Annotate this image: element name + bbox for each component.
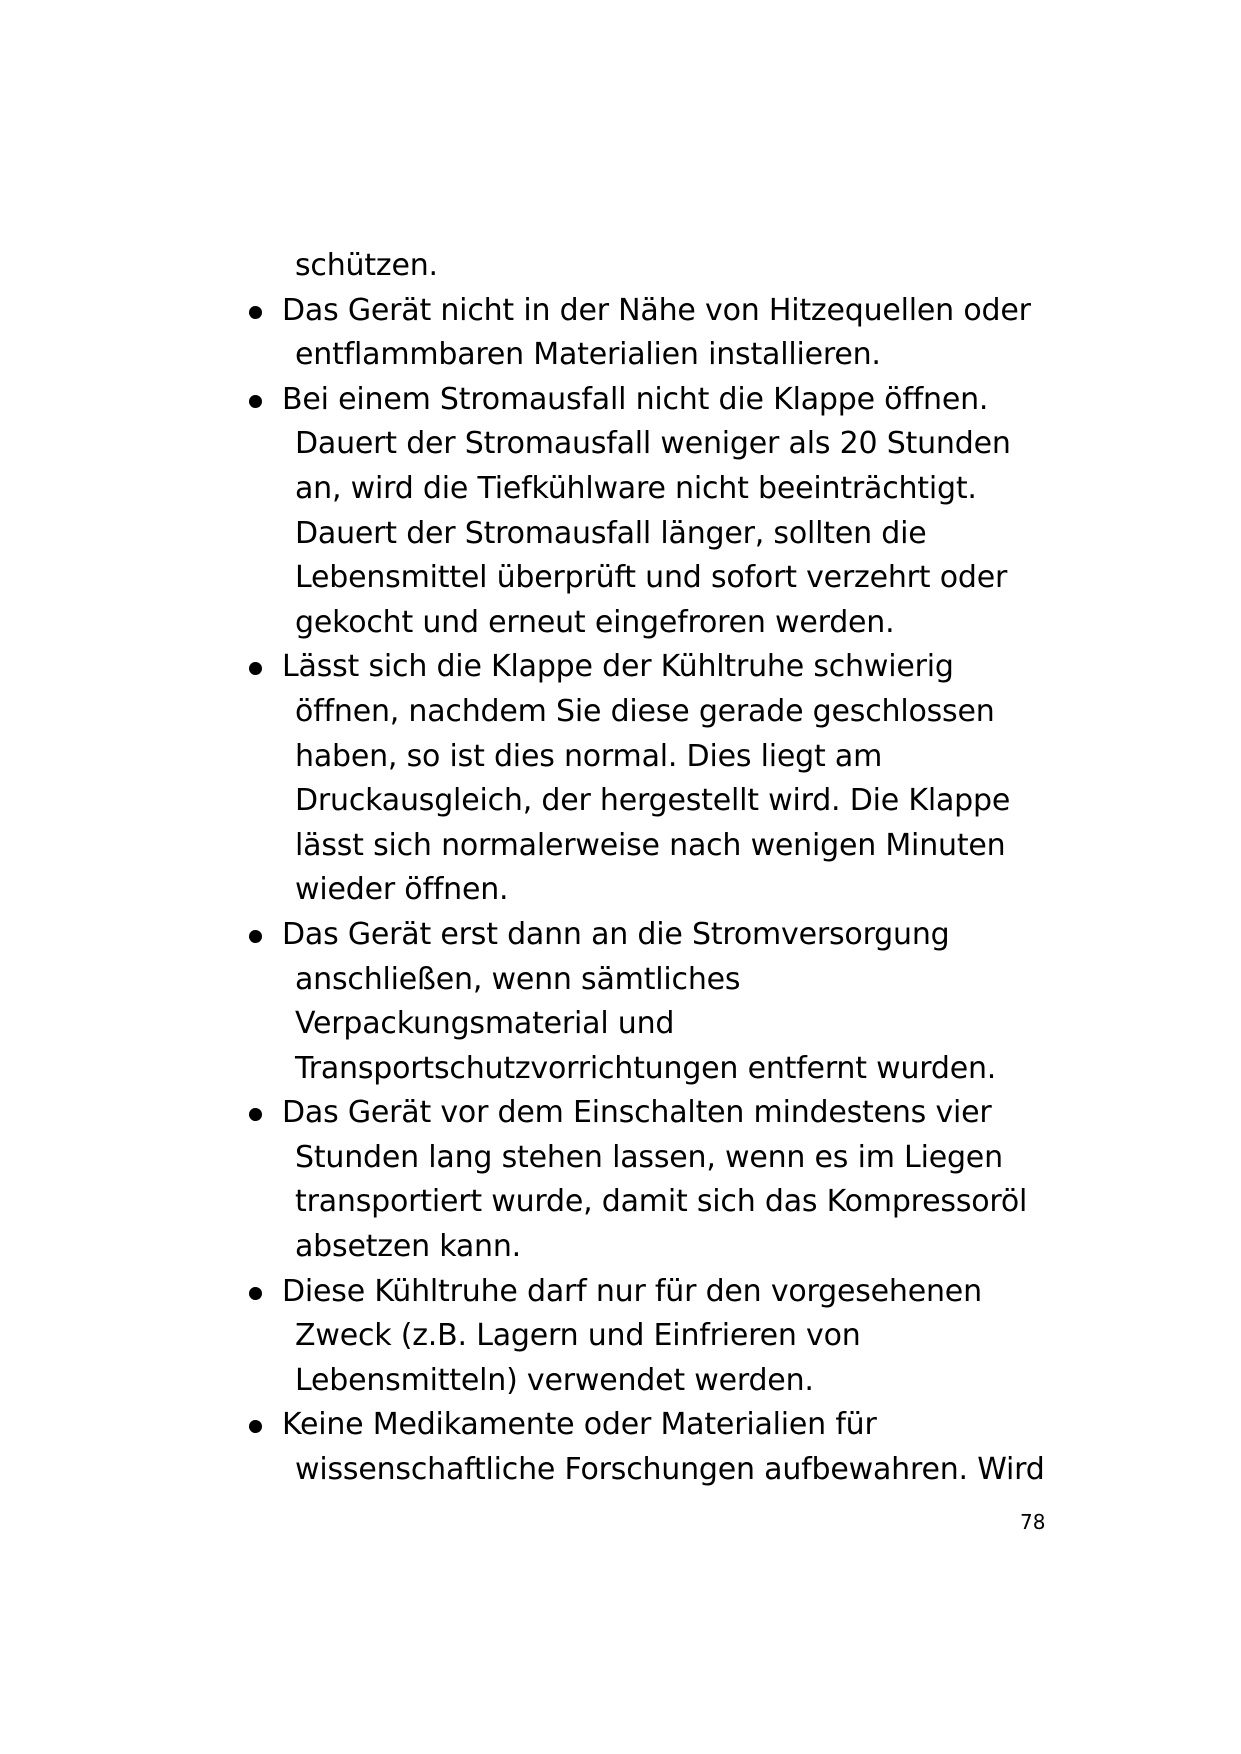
list-item-text: Bei einem Stromausfall nicht die Klappe öffnen. [282,381,989,417]
bullet-icon [249,1420,262,1433]
list-item [249,1091,1069,1136]
continuation-line: an, wird die Tiefkühlware nicht beeinträchtigt. [295,470,977,506]
continuation-line: lässt sich normalerweise nach wenigen Minuten [295,827,1006,863]
continuation-line: öffnen, nachdem Sie diese gerade geschlossen [295,693,995,729]
list-item-text: Das Gerät nicht in der Nähe von Hitzequellen oder [282,292,1031,328]
list-item [249,645,1069,690]
continuation-line: Lebensmitteln) verwendet werden. [295,1362,814,1398]
list-item-text: Diese Kühltruhe darf nur für den vorgesehenen [282,1273,982,1309]
continuation-line: Druckausgleich, der hergestellt wird. Die Klappe [295,783,1011,819]
continuation-line: wieder öffnen. [295,872,509,908]
list-item [249,1403,1069,1448]
continuation-line: haben, so ist dies normal. Dies liegt am [295,738,883,774]
list-item-text: Das Gerät erst dann an die Stromversorgung [282,916,950,952]
continuation-line: Zweck (z.B. Lagern und Einfrieren von [295,1318,861,1354]
list-item [249,1270,1069,1315]
bullet-icon [249,1108,262,1121]
bullet-icon [249,306,262,319]
list-item [249,378,1069,423]
page-number: 78 [1020,1510,1046,1534]
list-item [249,913,1069,958]
list-item [249,289,1069,334]
bullet-icon [249,395,262,408]
list-item-text: Das Gerät vor dem Einschalten mindestens vier [282,1095,992,1131]
continuation-line: Lebensmittel überprüft und sofort verzehrt oder [295,560,1008,596]
continuation-line: entflammbaren Materialien installieren. [295,337,881,373]
continuation-line: schützen. [295,248,438,283]
safety-instructions-list [249,244,1069,1493]
continuation-line: Dauert der Stromausfall länger, sollten die [295,515,927,551]
continuation-line: gekocht und erneut eingefroren werden. [295,604,895,640]
bullet-icon [249,1287,262,1300]
bullet-icon [249,662,262,675]
continuation-line: Stunden lang stehen lassen, wenn es im Liegen [295,1139,1003,1175]
continuation-line: Transportschutzvorrichtungen entfernt wurden. [295,1050,997,1086]
continuation-line: Dauert der Stromausfall weniger als 20 Stunden [295,426,1011,462]
continuation-line: anschließen, wenn sämtliches [295,961,741,997]
bullet-icon [249,930,262,943]
continuation-line: Verpackungsmaterial und [295,1006,675,1042]
list-item-text: Keine Medikamente oder Materialien für [282,1407,877,1443]
list-item-text: Lässt sich die Klappe der Kühltruhe schwierig [282,649,954,685]
continuation-line: wissenschaftliche Forschungen aufbewahren. Wird [295,1452,1045,1488]
continuation-line: transportiert wurde, damit sich das Kompressoröl [295,1184,1028,1220]
continuation-line: absetzen kann. [295,1229,522,1265]
